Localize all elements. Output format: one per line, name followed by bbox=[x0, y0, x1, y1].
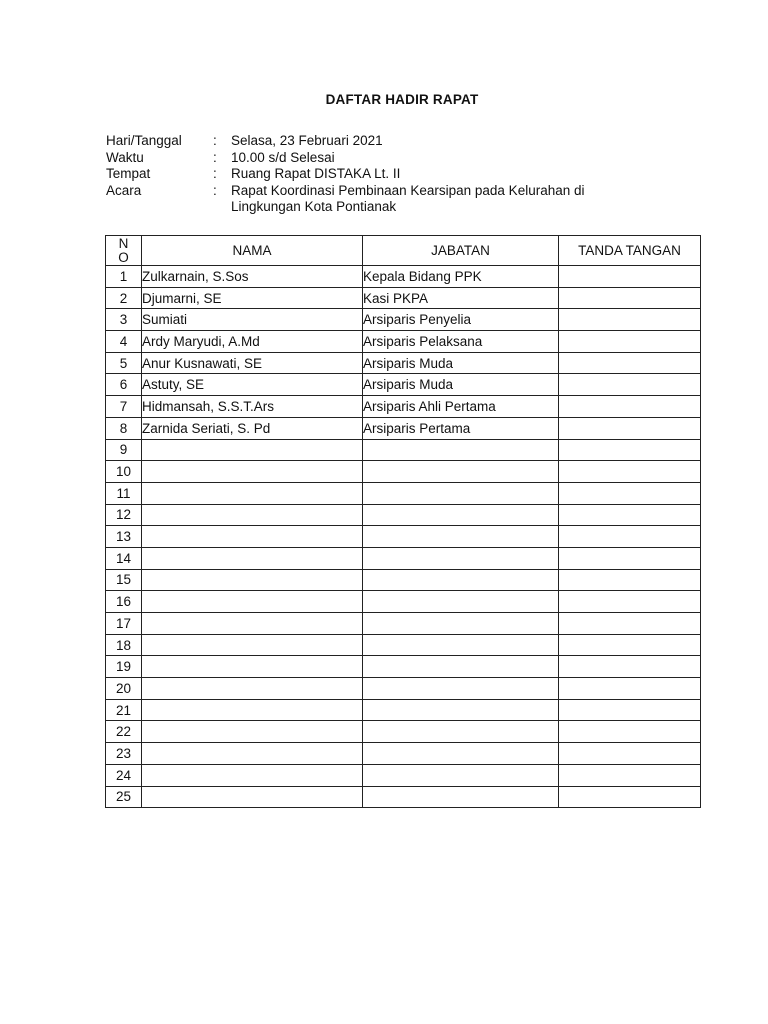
info-colon: : bbox=[213, 133, 217, 148]
cell-tanda-tangan bbox=[559, 482, 701, 504]
document-title: DAFTAR HADIR RAPAT bbox=[325, 92, 479, 107]
info-value: 10.00 s/d Selesai bbox=[231, 149, 335, 165]
table-row bbox=[106, 266, 701, 288]
cell-jabatan bbox=[363, 504, 559, 526]
cell-no: 19 bbox=[106, 656, 142, 678]
cell-nama: Ardy Maryudi, A.Md bbox=[142, 331, 363, 353]
cell-nama bbox=[142, 591, 363, 613]
cell-tanda-tangan bbox=[559, 547, 701, 569]
table-row bbox=[106, 461, 701, 483]
cell-nama bbox=[142, 786, 363, 808]
cell-nama bbox=[142, 461, 363, 483]
cell-tanda-tangan bbox=[559, 417, 701, 439]
cell-no: 5 bbox=[106, 352, 142, 374]
cell-jabatan bbox=[363, 526, 559, 548]
header-nama: NAMA bbox=[142, 236, 363, 266]
cell-nama bbox=[142, 526, 363, 548]
cell-tanda-tangan bbox=[559, 634, 701, 656]
table-row bbox=[106, 634, 701, 656]
cell-tanda-tangan bbox=[559, 287, 701, 309]
cell-jabatan bbox=[363, 482, 559, 504]
cell-no: 24 bbox=[106, 764, 142, 786]
info-value: Ruang Rapat DISTAKA Lt. II bbox=[231, 166, 401, 181]
cell-nama bbox=[142, 504, 363, 526]
cell-tanda-tangan bbox=[559, 569, 701, 591]
cell-no: 25 bbox=[106, 786, 142, 808]
meeting-info bbox=[106, 133, 651, 216]
cell-nama bbox=[142, 699, 363, 721]
cell-no: 7 bbox=[106, 396, 142, 418]
table-row bbox=[106, 764, 701, 786]
cell-jabatan: Arsiparis Pelaksana bbox=[363, 331, 559, 353]
cell-tanda-tangan bbox=[559, 699, 701, 721]
header-tanda-tangan: TANDA TANGAN bbox=[559, 236, 701, 266]
table-row bbox=[106, 309, 701, 331]
cell-jabatan bbox=[363, 678, 559, 700]
cell-jabatan bbox=[363, 743, 559, 765]
table-row bbox=[106, 721, 701, 743]
cell-jabatan bbox=[363, 786, 559, 808]
cell-no: 17 bbox=[106, 613, 142, 635]
cell-jabatan bbox=[363, 613, 559, 635]
cell-tanda-tangan bbox=[559, 352, 701, 374]
cell-no: 23 bbox=[106, 743, 142, 765]
cell-tanda-tangan bbox=[559, 743, 701, 765]
info-colon: : bbox=[213, 166, 217, 181]
cell-no: 9 bbox=[106, 439, 142, 461]
table-row bbox=[106, 439, 701, 461]
cell-nama: Hidmansah, S.S.T.Ars bbox=[142, 396, 363, 418]
table-row bbox=[106, 287, 701, 309]
cell-no: 22 bbox=[106, 721, 142, 743]
cell-nama: Djumarni, SE bbox=[142, 287, 363, 309]
info-value: Selasa, 23 Februari 2021 bbox=[231, 133, 383, 148]
info-row-place bbox=[106, 166, 651, 183]
cell-nama bbox=[142, 656, 363, 678]
cell-jabatan bbox=[363, 721, 559, 743]
cell-nama bbox=[142, 613, 363, 635]
cell-tanda-tangan bbox=[559, 786, 701, 808]
cell-no: 13 bbox=[106, 526, 142, 548]
info-row-time bbox=[106, 150, 651, 167]
info-row-agenda bbox=[106, 183, 651, 216]
cell-jabatan: Arsiparis Muda bbox=[363, 352, 559, 374]
cell-nama bbox=[142, 482, 363, 504]
cell-no: 2 bbox=[106, 287, 142, 309]
cell-no: 12 bbox=[106, 504, 142, 526]
info-label: Tempat bbox=[106, 166, 151, 181]
cell-tanda-tangan bbox=[559, 309, 701, 331]
cell-jabatan bbox=[363, 439, 559, 461]
info-label: Acara bbox=[106, 182, 142, 198]
table-row bbox=[106, 678, 701, 700]
cell-nama: Sumiati bbox=[142, 309, 363, 331]
cell-tanda-tangan bbox=[559, 764, 701, 786]
cell-no: 14 bbox=[106, 547, 142, 569]
cell-no: 8 bbox=[106, 417, 142, 439]
cell-nama bbox=[142, 678, 363, 700]
cell-jabatan bbox=[363, 547, 559, 569]
table-row bbox=[106, 526, 701, 548]
cell-nama: Astuty, SE bbox=[142, 374, 363, 396]
cell-nama bbox=[142, 743, 363, 765]
cell-jabatan: Arsiparis Muda bbox=[363, 374, 559, 396]
cell-nama bbox=[142, 764, 363, 786]
table-row bbox=[106, 331, 701, 353]
cell-nama bbox=[142, 721, 363, 743]
cell-no: 4 bbox=[106, 331, 142, 353]
cell-no: 21 bbox=[106, 699, 142, 721]
cell-no: 10 bbox=[106, 461, 142, 483]
cell-tanda-tangan bbox=[559, 678, 701, 700]
table-header-row bbox=[106, 236, 701, 266]
table-row bbox=[106, 504, 701, 526]
cell-jabatan bbox=[363, 569, 559, 591]
table-row bbox=[106, 699, 701, 721]
cell-nama bbox=[142, 439, 363, 461]
header-no-line2: O bbox=[118, 249, 129, 265]
cell-jabatan bbox=[363, 656, 559, 678]
cell-jabatan bbox=[363, 591, 559, 613]
cell-tanda-tangan bbox=[559, 526, 701, 548]
cell-jabatan: Arsiparis Penyelia bbox=[363, 309, 559, 331]
info-value: Rapat Koordinasi Pembinaan Kearsipan pada Kelurahan di Lingkungan Kota Pontianak bbox=[231, 182, 585, 214]
attendance-table bbox=[105, 235, 701, 808]
header-no bbox=[106, 236, 142, 266]
cell-tanda-tangan bbox=[559, 656, 701, 678]
table-row bbox=[106, 656, 701, 678]
cell-no: 1 bbox=[106, 266, 142, 288]
info-row-date bbox=[106, 133, 651, 150]
cell-tanda-tangan bbox=[559, 374, 701, 396]
cell-jabatan: Arsiparis Pertama bbox=[363, 417, 559, 439]
cell-tanda-tangan bbox=[559, 721, 701, 743]
cell-tanda-tangan bbox=[559, 396, 701, 418]
cell-no: 15 bbox=[106, 569, 142, 591]
cell-nama bbox=[142, 634, 363, 656]
info-colon: : bbox=[213, 182, 217, 198]
cell-jabatan: Kasi PKPA bbox=[363, 287, 559, 309]
cell-jabatan bbox=[363, 764, 559, 786]
cell-jabatan bbox=[363, 461, 559, 483]
cell-jabatan bbox=[363, 634, 559, 656]
cell-no: 18 bbox=[106, 634, 142, 656]
table-row bbox=[106, 352, 701, 374]
cell-no: 3 bbox=[106, 309, 142, 331]
table-row bbox=[106, 417, 701, 439]
cell-jabatan bbox=[363, 699, 559, 721]
table-row bbox=[106, 613, 701, 635]
info-label: Hari/Tanggal bbox=[106, 133, 182, 148]
cell-jabatan: Arsiparis Ahli Pertama bbox=[363, 396, 559, 418]
cell-no: 16 bbox=[106, 591, 142, 613]
info-colon: : bbox=[213, 149, 217, 165]
cell-tanda-tangan bbox=[559, 439, 701, 461]
cell-tanda-tangan bbox=[559, 266, 701, 288]
cell-nama bbox=[142, 547, 363, 569]
table-row bbox=[106, 743, 701, 765]
table-row bbox=[106, 547, 701, 569]
info-label: Waktu bbox=[106, 149, 144, 165]
table-row bbox=[106, 786, 701, 808]
cell-no: 11 bbox=[106, 482, 142, 504]
cell-nama: Anur Kusnawati, SE bbox=[142, 352, 363, 374]
cell-tanda-tangan bbox=[559, 461, 701, 483]
cell-jabatan: Kepala Bidang PPK bbox=[363, 266, 559, 288]
table-row bbox=[106, 374, 701, 396]
cell-tanda-tangan bbox=[559, 591, 701, 613]
cell-tanda-tangan bbox=[559, 504, 701, 526]
cell-nama: Zarnida Seriati, S. Pd bbox=[142, 417, 363, 439]
table-row bbox=[106, 482, 701, 504]
header-jabatan: JABATAN bbox=[363, 236, 559, 266]
cell-nama: Zulkarnain, S.Sos bbox=[142, 266, 363, 288]
table-row bbox=[106, 569, 701, 591]
cell-no: 6 bbox=[106, 374, 142, 396]
table-row bbox=[106, 396, 701, 418]
cell-tanda-tangan bbox=[559, 613, 701, 635]
table-row bbox=[106, 591, 701, 613]
header-no-line1: N bbox=[118, 235, 129, 251]
cell-no: 20 bbox=[106, 678, 142, 700]
cell-tanda-tangan bbox=[559, 331, 701, 353]
cell-nama bbox=[142, 569, 363, 591]
